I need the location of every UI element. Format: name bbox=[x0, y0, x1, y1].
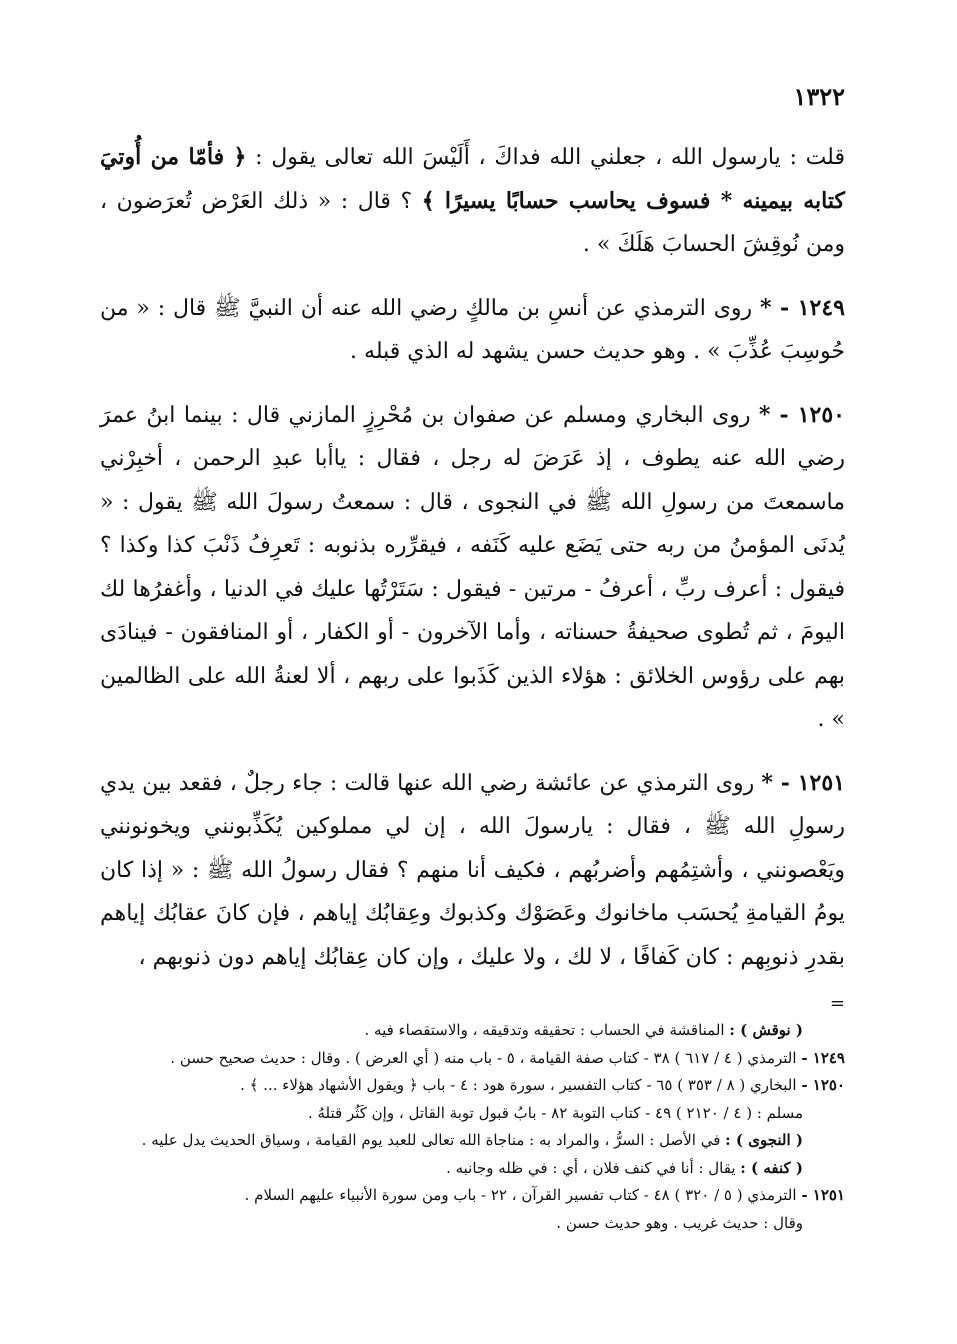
footnote-label: مسلم : bbox=[756, 1103, 803, 1122]
footnote-text: الترمذي ( ٥ / ٣٢٠ ) ٤٨ - كتاب تفسير القرآن ، ٢٢ - باب ومن سورة الأنبياء عليهم السلام . bbox=[244, 1186, 802, 1204]
hadith-text: روى البخاري ومسلم عن صفوان بن مُحْرِزٍ المازني قال : بينما ابنُ عمرَ رضي الله عنه يطوف ، إذ عَرَضَ له رجل ، فقال : ياأبا عبدِ الرحمن ، أخبِرْني ماسمعتَ من رسولِ الله ﷺ في النجوى ، قال : سمعتُ رسولَ الله ﷺ يقول : « يُدنَى المؤمنُ من ربه حتى يَضَع عليه كَنَفه ، فيقرِّره بذنوبه : تَعرِفُ ذَنْبَ كذا وكذا ؟ فيقول : أعرف ربِّ ، أعرفُ - مرتين - فيقول : سَتَرْتُها عليك في الدنيا ، وأغفرُها لك اليومَ ، ثم تُطوى صحيفةُ حسناته ، وأما الآخرون - أو الكفار ، أو المنافقون - فينادَى بهم على رؤوس الخلائق : هؤلاء الذين كَذَبوا على ربهم ، ألا لعنةُ الله على الظالمين » . bbox=[100, 402, 845, 732]
hadith-number: ١٢٥٠ - * bbox=[758, 401, 845, 428]
footnote bbox=[100, 1127, 845, 1155]
footnote-continuation-marker: = bbox=[829, 993, 845, 1014]
hadith-1249 bbox=[100, 287, 845, 374]
hadith-1250 bbox=[100, 394, 845, 742]
footnote-text: وقال : حديث غريب . وهو حديث حسن . bbox=[556, 1213, 803, 1232]
footnote-label: ( كنفه ) : bbox=[740, 1158, 803, 1177]
hadith-1251 bbox=[100, 762, 845, 980]
footnote-label: ١٢٥١ - bbox=[801, 1186, 845, 1204]
footnote-label: ١٢٤٩ - bbox=[801, 1048, 845, 1067]
footnote bbox=[100, 1017, 845, 1045]
footnote bbox=[100, 1072, 845, 1100]
footnote-text: ( ٤ / ٢١٢٠ ) ٤٩ - كتاب التوبة ٨٢ - بابُ قبول توبة القاتل ، وإن كَثُر قتلهُ . bbox=[307, 1103, 757, 1122]
book-page bbox=[100, 80, 845, 1237]
paragraph-text: قلت : يارسول الله ، جعلني الله فداكَ ، أَلَيْسَ الله تعالى يقول : bbox=[246, 145, 845, 170]
paragraph-intro bbox=[100, 136, 845, 267]
footnote-label: ( نوقش ) : bbox=[729, 1021, 803, 1039]
hadith-text: روى الترمذي عن أنسِ بن مالكٍ رضي الله عنه أن النبيَّ ﷺ قال : « من حُوسِبَ عُذِّبَ » . وهو حديث حسن يشهد له الذي قبله . bbox=[100, 295, 845, 364]
quran-quote: ﴿ فأمّا من أُوتيَ كتابه بيمينه * فسوف يحاسب حسابًا يسيرًا ﴾ bbox=[100, 144, 845, 214]
footnotes bbox=[100, 1017, 845, 1237]
footnote-text: يقال : أنا في كنف فلان ، أي : في ظله وجانبه . bbox=[446, 1158, 741, 1177]
footnote-text: في الأصل : السرُّ ، والمراد به : مناجاة الله تعالى للعبد يوم القيامة ، وسياق الحديث يدل عليه . bbox=[141, 1131, 726, 1149]
footnote bbox=[100, 1182, 845, 1210]
footnote-text: الترمذي ( ٤ / ٦١٧ ) ٣٨ - كتاب صفة القيامة ، ٥ - باب منه ( أي العرض ) . وقال : حديث صحيح حسن . bbox=[170, 1048, 802, 1067]
hadith-text: روى الترمذي عن عائشة رضي الله عنها قالت : جاء رجلٌ ، فقعد بين يدي رسولِ الله ﷺ ، فقال : يارسولَ الله ، إن لي مملوكين يُكَذِّبونني ويخونونني ويَعْصونني ، وأشتِمُهم وأضربُهم ، فكيف أنا منهم ؟ فقال رسولُ الله ﷺ : « إذا كان يومُ القيامةِ يُحسَب ماخانوك وعَصَوْك وكذبوك وعِقابُك إياهم ، فإن كانَ عقابُك إياهم بقدرِ ذنوبِهم : كان كَفافًا ، لا لك ، ولا عليك ، وإن كان عِقابُك إياهم دون ذنوبهم ، bbox=[100, 770, 845, 970]
footnote-text: المناقشة في الحساب : تحقيقه وتدقيقه ، والاستقصاء فيه . bbox=[364, 1021, 730, 1039]
footnote bbox=[100, 1210, 845, 1238]
footnote bbox=[100, 1045, 845, 1073]
hadith-number: ١٢٤٩ - * bbox=[760, 294, 845, 321]
hadith-number: ١٢٥١ - * bbox=[761, 769, 845, 796]
page-number: ١٣٢٢ bbox=[793, 82, 845, 111]
footnote-text: البخاري ( ٨ / ٣٥٣ ) ٦٥ - كتاب التفسير ، سورة هود : ٤ - باب ﴿ ويقول الأشهاد هؤلاء ... ﴾ . bbox=[240, 1076, 802, 1094]
footnote bbox=[100, 1155, 845, 1183]
paragraph-text: ؟ قال : « ذلك العَرْض تُعرَضون ، ومن نُوقِشَ الحسابَ هَلَكَ » . bbox=[100, 188, 845, 257]
footnote bbox=[100, 1100, 845, 1128]
footnote-label: ( النجوى ) : bbox=[725, 1131, 803, 1149]
footnote-label: ١٢٥٠ - bbox=[801, 1076, 845, 1094]
